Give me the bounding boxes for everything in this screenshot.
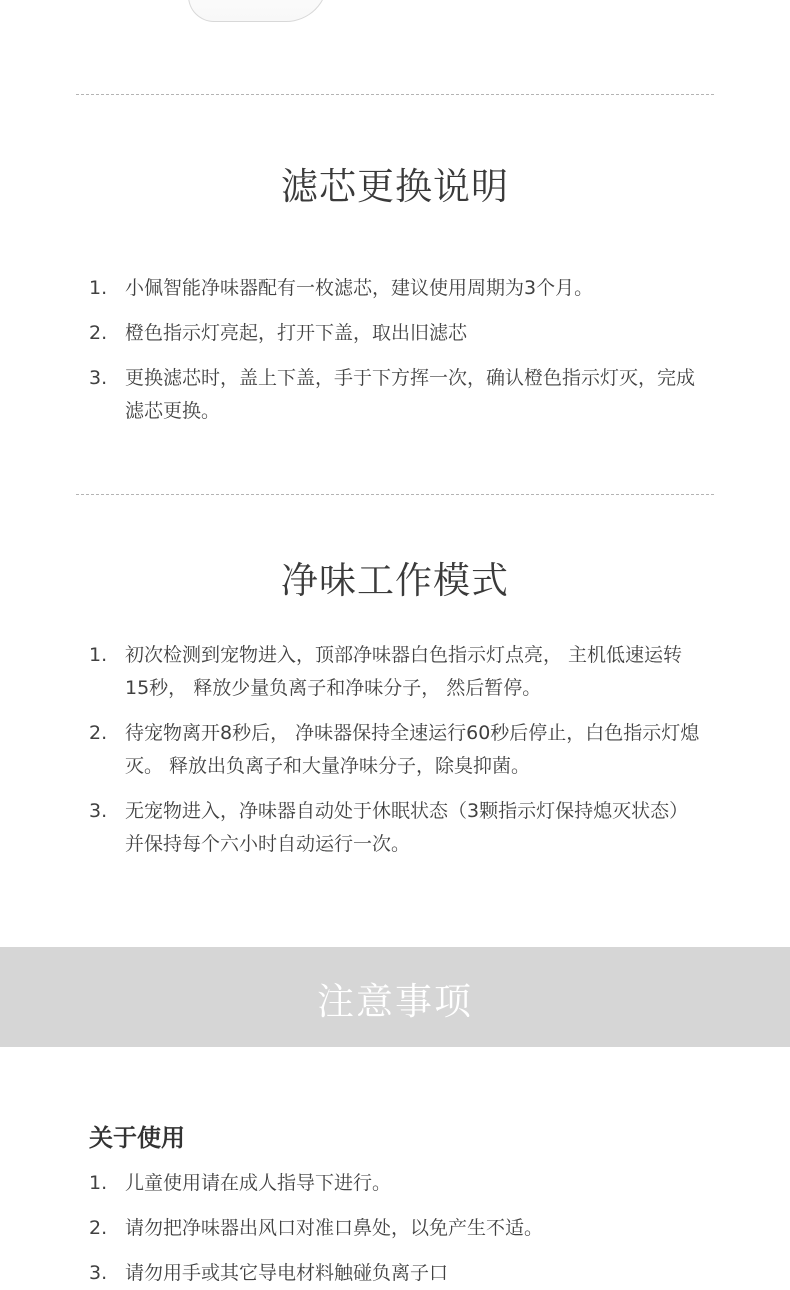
list-item-number: 2. (89, 322, 108, 344)
list-item-number: 2. (89, 1217, 108, 1239)
list-item-text: 初次检测到宠物进入，顶部净味器白色指示灯点亮， 主机低速运转15秒， 释放少量负离子和净味分子， 然后暂停。 (125, 644, 683, 699)
work-mode-title: 净味工作模式 (281, 559, 509, 602)
list-item (89, 1212, 704, 1245)
list-item-number: 1. (89, 644, 108, 666)
list-item-number: 3. (89, 367, 108, 389)
section-divider (76, 94, 714, 95)
list-item-number: 3. (89, 1262, 108, 1284)
list-item (89, 717, 704, 783)
list-item (89, 1257, 704, 1290)
section-divider (76, 494, 714, 495)
list-item (89, 272, 704, 305)
list-item-number: 1. (89, 277, 108, 299)
list-item-text: 小佩智能净味器配有一枚滤芯，建议使用周期为3个月。 (125, 277, 594, 299)
list-item-text: 请勿用手或其它导电材料触碰负离子口 (125, 1262, 449, 1284)
list-item-text: 更换滤芯时，盖上下盖，手于下方挥一次，确认橙色指示灯灭，完成滤芯更换。 (125, 367, 696, 422)
filter-replace-list (89, 272, 704, 428)
list-item (89, 795, 704, 861)
list-item-number: 1. (89, 1172, 108, 1194)
notice-title: 注意事项 (317, 980, 473, 1023)
list-item (89, 639, 704, 705)
product-image-fragment (188, 0, 328, 22)
usage-subheading: 关于使用 (89, 1124, 185, 1152)
list-item-number: 2. (89, 722, 108, 744)
list-item-number: 3. (89, 800, 108, 822)
list-item-text: 儿童使用请在成人指导下进行。 (125, 1172, 392, 1194)
list-item-text: 待宠物离开8秒后， 净味器保持全速运行60秒后停止，白色指示灯熄灭。 释放出负离子和大量净味分子，除臭抑菌。 (125, 722, 700, 777)
list-item-text: 无宠物进入，净味器自动处于休眠状态（3颗指示灯保持熄灭状态）并保持每个六小时自动运行一次。 (125, 800, 689, 855)
list-item (89, 317, 704, 350)
notice-banner (0, 947, 790, 1047)
list-item (89, 362, 704, 428)
list-item-text: 橙色指示灯亮起，打开下盖，取出旧滤芯 (125, 322, 468, 344)
list-item (89, 1167, 704, 1200)
work-mode-list (89, 639, 704, 861)
list-item-text: 请勿把净味器出风口对准口鼻处，以免产生不适。 (125, 1217, 544, 1239)
filter-replace-title: 滤芯更换说明 (281, 165, 509, 208)
usage-list (89, 1167, 704, 1290)
